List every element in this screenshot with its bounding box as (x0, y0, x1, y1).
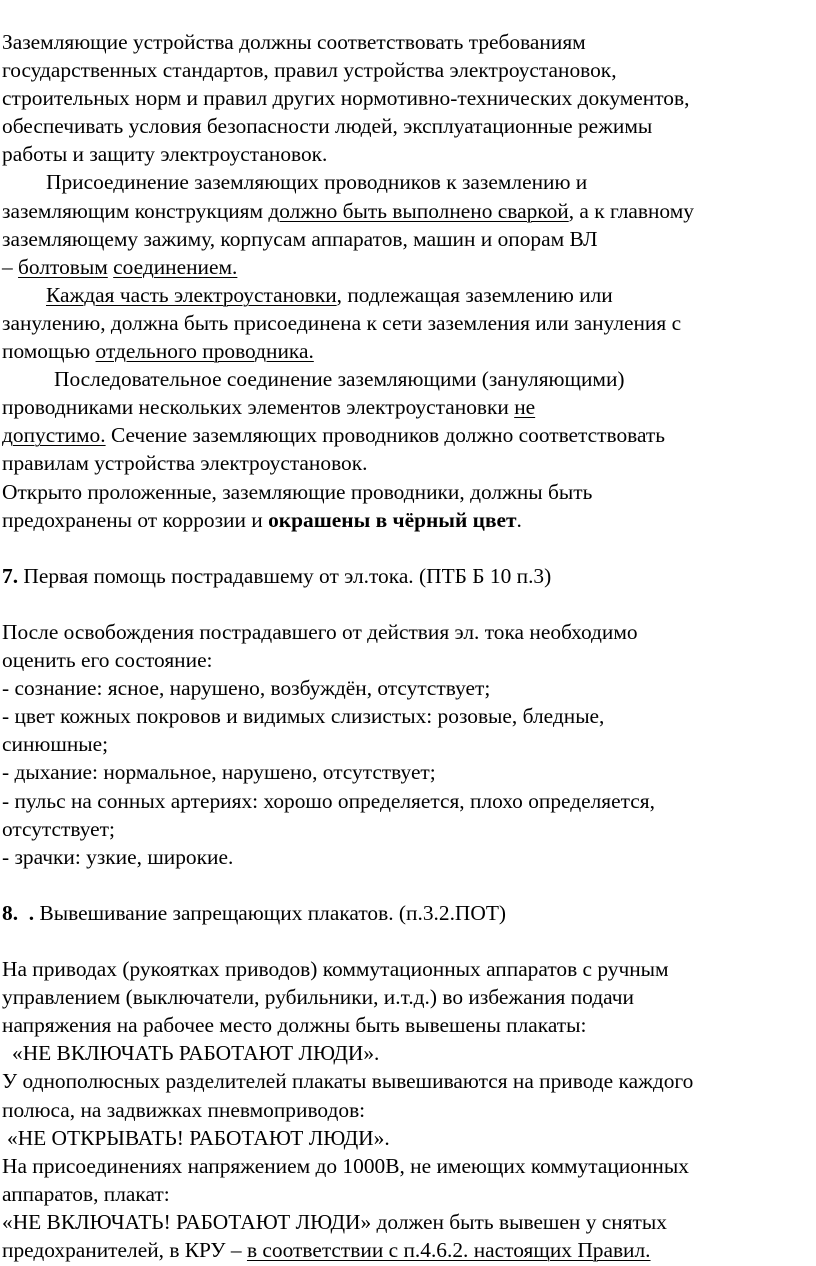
underlined-text: Каждая часть электроустановки (46, 282, 337, 307)
section-title: Первая помощь пострадавшему от эл.тока. (ПТБ Б 10 п.3) (18, 563, 552, 588)
text-line (2, 197, 810, 225)
blank-line (2, 590, 810, 618)
poster-text: «НЕ ОТКРЫВАТЬ! РАБОТАЮТ ЛЮДИ». (7, 1125, 390, 1150)
text-line: полюса, на задвижках пневмоприводов: (2, 1097, 366, 1122)
blank-line (2, 927, 810, 955)
underlined-text: отдельного проводника. (95, 339, 314, 364)
section-heading-first-aid (2, 562, 810, 590)
underlined-text: соединением. (113, 254, 238, 279)
text-line (2, 393, 810, 421)
text-line (2, 899, 810, 927)
section-number: 7. (2, 563, 19, 588)
text-line: оценить его состояние: (2, 648, 213, 673)
text-line: отсутствует; (2, 816, 115, 841)
text-run: Сечение заземляющих проводников должно соответствовать (105, 423, 666, 448)
text-run: , подлежащая заземлению или (336, 282, 613, 307)
text-line: занулению, должна быть присоединена к сети заземления или зануления с (2, 310, 682, 335)
section-number: 8. (2, 900, 19, 925)
underlined-text: должно быть выполнено сваркой (268, 198, 569, 223)
text-line (2, 421, 810, 449)
paragraph-grounding-requirements (2, 28, 810, 168)
text-line: У однополюсных разделителей плакаты вывешиваются на приводе каждого (2, 1069, 694, 1094)
underlined-text: не (514, 395, 536, 420)
list-item: - цвет кожных покровов и видимых слизистых: розовые, бледные, (2, 704, 605, 729)
blank-line (2, 871, 810, 899)
text-line: государственных стандартов, правил устройства электроустановок, (2, 58, 617, 83)
text-line (2, 506, 810, 534)
text-run: заземляющим конструкциям (2, 198, 269, 223)
section-title: Вывешивание запрещающих плакатов. (п.3.2.ПОТ) (34, 900, 507, 925)
paragraph-posters (2, 955, 810, 1264)
list-item: - зрачки: узкие, широкие. (2, 844, 234, 869)
text-line: правилам устройства электроустановок. (2, 451, 368, 476)
underlined-text: болтовым (18, 254, 108, 279)
text-line: Присоединение заземляющих проводников к заземлению и (46, 170, 588, 195)
text-line: синюшные; (2, 732, 109, 757)
text-run: , а к главному (568, 198, 694, 223)
underlined-text: в соответствии с п.4.6.2. настоящих Правил. (246, 1238, 651, 1263)
text-line: обеспечивать условия безопасности людей, эксплуатационные режимы (2, 114, 653, 139)
text-line: После освобождения пострадавшего от действия эл. тока необходимо (2, 619, 638, 644)
underlined-text: допустимо. (2, 423, 106, 448)
text-line: работы и защиту электроустановок. (2, 142, 328, 167)
text-line (2, 281, 810, 309)
text-line: Заземляющие устройства должны соответствовать требованиям (2, 30, 586, 54)
text-line: «НЕ ВКЛЮЧАТЬ! РАБОТАЮТ ЛЮДИ» должен быть вывешен у снятых (2, 1209, 667, 1234)
text-line: заземляющему зажиму, корпусам аппаратов, машин и опорам ВЛ (2, 226, 598, 251)
paragraph-victim-assessment (2, 618, 810, 871)
text-run: предохранены от коррозии и (2, 507, 269, 532)
list-item: - сознание: ясное, нарушено, возбуждён, отсутствует; (2, 676, 491, 701)
text-line: На присоединениях напряжением до 1000В, не имеющих коммутационных (2, 1153, 689, 1178)
section-dot: . (28, 900, 35, 925)
paragraph-open-conductors (2, 478, 810, 534)
list-item: - пульс на сонных артериях: хорошо определяется, плохо определяется, (2, 788, 655, 813)
text-run: предохранителей, в КРУ – (2, 1238, 247, 1263)
section-heading-posters (2, 899, 810, 927)
paragraph-conductor-connection (2, 168, 810, 280)
paragraph-serial-connection (2, 365, 810, 477)
list-item: - дыхание: нормальное, нарушено, отсутствует; (2, 760, 436, 785)
text-run: проводниками нескольких элементов электроустановки (2, 395, 515, 420)
text-line (2, 1236, 810, 1264)
text-line (2, 253, 810, 281)
text-run: . (516, 507, 522, 532)
text-line (2, 337, 810, 365)
text-line: строительных норм и правил других нормотивно-технических документов, (2, 86, 690, 111)
text-line: аппаратов, плакат: (2, 1181, 170, 1206)
text-line: напряжения на рабочее место должны быть вывешены плакаты: (2, 1013, 587, 1038)
paragraph-each-part (2, 281, 810, 365)
bold-text: окрашены в чёрный цвет (268, 507, 517, 532)
text-line: Открыто проложенные, заземляющие проводники, должны быть (2, 479, 593, 504)
text-run: – (2, 254, 19, 279)
document-page (2, 28, 810, 1264)
text-line (2, 562, 810, 590)
blank-line (2, 534, 810, 562)
text-line: управлением (выключатели, рубильники, и.т.д.) во избежания подачи (2, 985, 634, 1010)
text-line: На приводах (рукоятках приводов) коммутационных аппаратов с ручным (2, 957, 669, 982)
text-line: Последовательное соединение заземляющими (зануляющими) (54, 367, 625, 392)
text-run: помощью (2, 339, 96, 364)
poster-text: «НЕ ВКЛЮЧАТЬ РАБОТАЮТ ЛЮДИ». (12, 1041, 380, 1066)
